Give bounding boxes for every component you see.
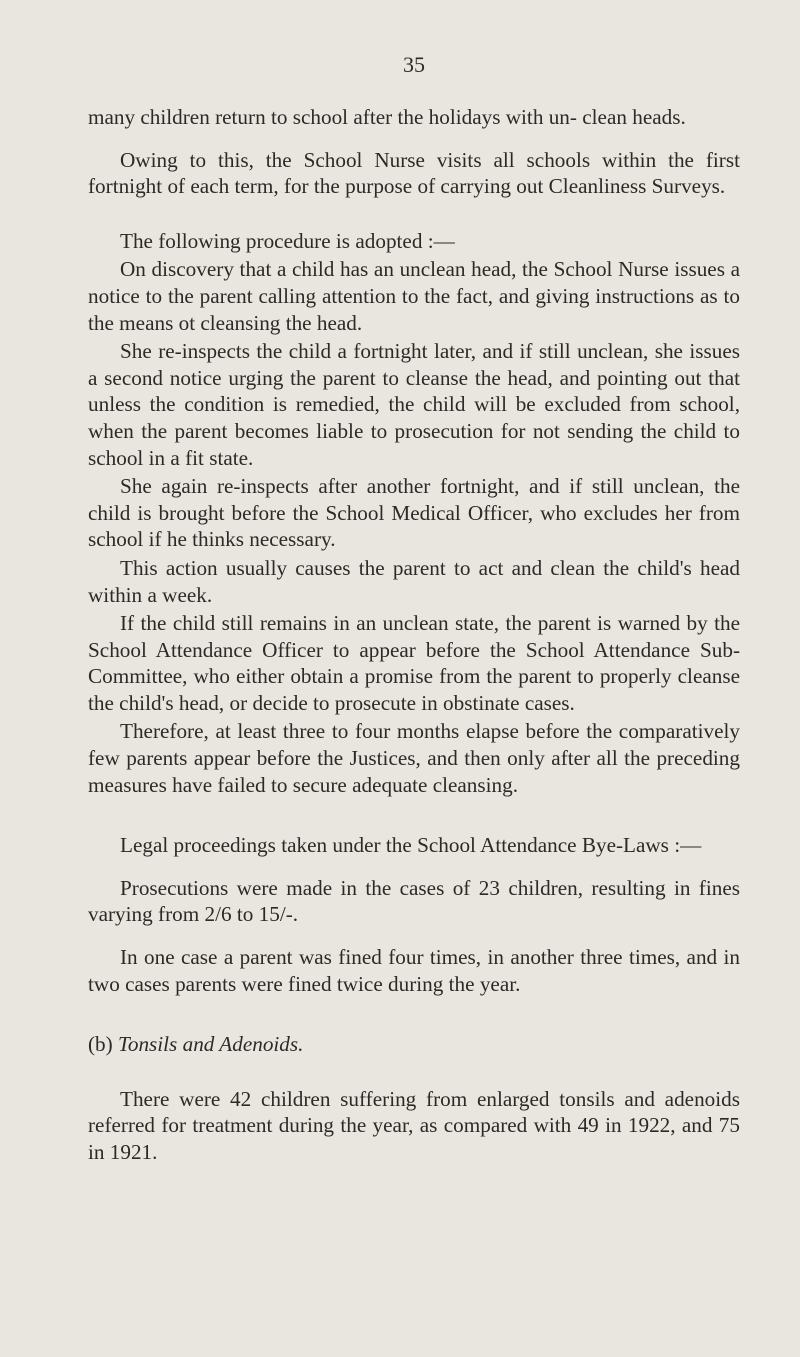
paragraph-continuation: many children return to school after the holidays with un- clean heads.: [88, 105, 686, 129]
paragraph-cleanliness-surveys: Owing to this, the School Nurse visits all schools within the first fortnight of each term, for the purpose of carrying out Cleanliness Surveys.: [88, 147, 740, 199]
paragraph-legal-proceedings: Legal proceedings taken under the School Attendance Bye-Laws :—: [120, 833, 702, 858]
section-heading-title: Tonsils and Adenoids.: [118, 1032, 304, 1057]
paragraph-parent-action: This action usually causes the parent to act and clean the child's head within a week.: [88, 555, 740, 607]
paragraph-procedure-intro: The following procedure is adopted :—: [120, 228, 455, 253]
section-heading: [88, 1031, 740, 1058]
paragraph-first-notice: On discovery that a child has an unclean head, the School Nurse issues a notice to the parent calling attention to the fact, and giving instructions as to the means ot cleansing the head.: [88, 257, 740, 335]
paragraph-second-notice: She re-inspects the child a fortnight later, and if still unclean, she issues a second notice urging the parent to cleanse the head, and pointing out that unless the condition is remedied, the child will be excluded from school, when the parent becomes liable to prosecution for not sending the child to school in a fit state.: [88, 339, 740, 470]
paragraph-medical-officer: She again re-inspects after another fortnight, and if still unclean, the child is brought before the School Medical Officer, who excludes her from school if he thinks necessary.: [88, 474, 740, 552]
paragraph-attendance-officer: If the child still remains in an unclean state, the parent is warned by the School Attendance Officer to appear before the School Attendance Sub-Committee, who either obtain a promise from the parent to properly cleanse the child's head, or decide to prosecute in obstinate cases.: [88, 611, 740, 715]
section-heading-label: (b): [88, 1032, 113, 1057]
page-number: 35: [403, 52, 425, 77]
paragraph-prosecutions: Prosecutions were made in the cases of 23 children, resulting in fines varying from 2/6 to 15/-.: [88, 875, 740, 927]
paragraph-fines: In one case a parent was fined four times, in another three times, and in two cases parents were fined twice during the year.: [88, 945, 740, 996]
paragraph-months-elapse: Therefore, at least three to four months elapse before the comparatively few parents appear before the Justices, and then only after all the preceding measures have failed to secure adequate cleansing.: [88, 719, 740, 797]
paragraph-tonsils-adenoids: There were 42 children suffering from enlarged tonsils and adenoids referred for treatment during the year, as compared with 49 in 1922, and 75 in 1921.: [88, 1086, 740, 1164]
document-page: [88, 52, 740, 1166]
